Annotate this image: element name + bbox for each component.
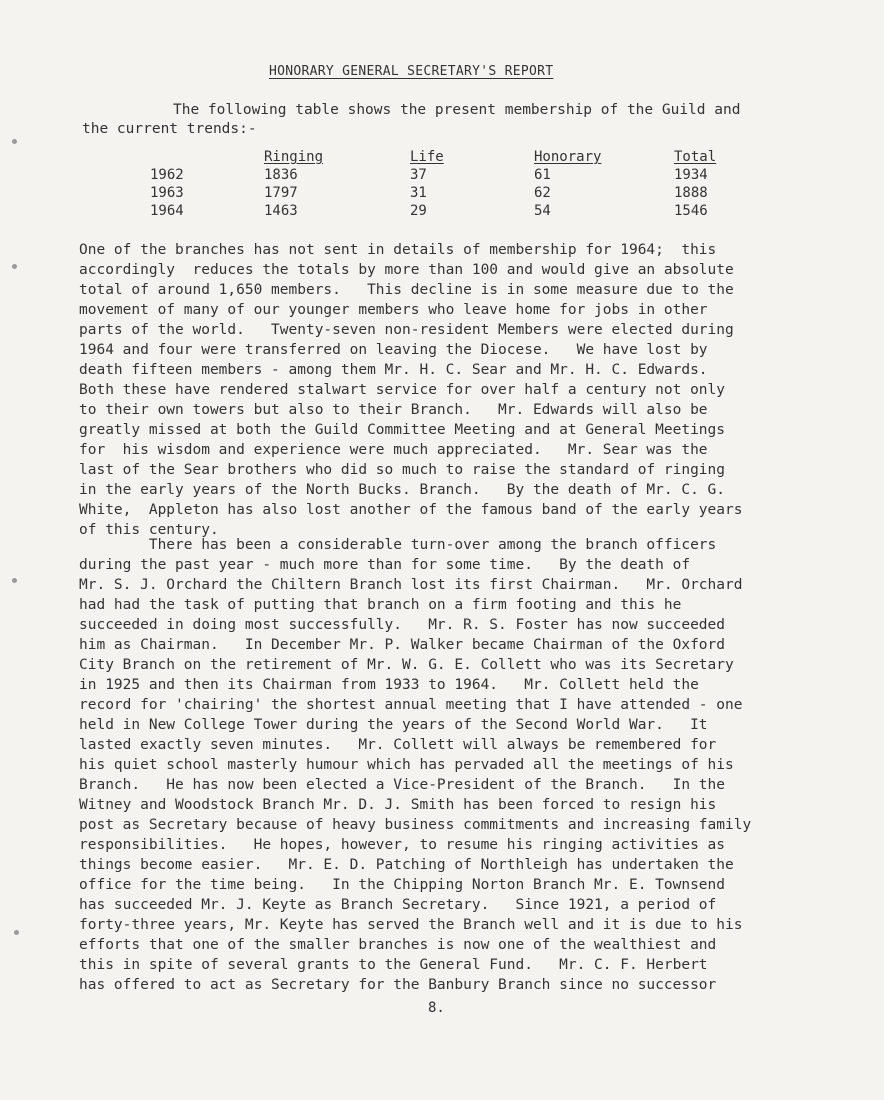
table-header-row [150, 148, 734, 166]
table-cell-honorary: 62 [534, 185, 551, 201]
text-line: record for 'chairing' the shortest annual meeting that I have attended - one [79, 697, 743, 713]
text-line: in 1925 and then its Chairman from 1933 to 1964. Mr. Collett held the [79, 677, 699, 693]
text-line: lasted exactly seven minutes. Mr. Collett will always be remembered for [79, 737, 717, 753]
text-line: office for the time being. In the Chipping Norton Branch Mr. E. Townsend [79, 877, 726, 893]
table-cell-year: 1963 [150, 185, 184, 201]
intro-line: the current trends:- [82, 121, 257, 137]
table-cell-life: 31 [410, 185, 427, 201]
table-cell-life: 37 [410, 167, 427, 183]
text-line: One of the branches has not sent in details of membership for 1964; this [79, 242, 717, 258]
table-header-honorary: Honorary [534, 149, 602, 165]
table-row [150, 166, 734, 184]
intro-text [82, 101, 862, 139]
text-line: post as Secretary because of heavy business commitments and increasing family [79, 817, 752, 833]
text-line: has succeeded Mr. J. Keyte as Branch Secretary. Since 1921, a period of [79, 897, 717, 913]
membership-table [150, 148, 734, 220]
table-header-total: Total [674, 149, 717, 165]
table-cell-ringing: 1797 [264, 185, 298, 201]
text-line: his quiet school masterly humour which has pervaded all the meetings of his [79, 757, 734, 773]
text-line: Both these have rendered stalwart service for over half a century not only [79, 382, 726, 398]
punch-hole-mark [14, 930, 19, 935]
text-line: greatly missed at both the Guild Committee Meeting and at General Meetings [79, 422, 726, 438]
text-line: Mr. S. J. Orchard the Chiltern Branch lost its first Chairman. Mr. Orchard [79, 577, 743, 593]
table-header-life: Life [410, 149, 444, 165]
text-line: death fifteen members - among them Mr. H. C. Sear and Mr. H. C. Edwards. [79, 362, 708, 378]
intro-line: The following table shows the present membership of the Guild and [173, 102, 741, 118]
text-line: last of the Sear brothers who did so much to raise the standard of ringing [79, 462, 726, 478]
text-line: movement of many of our younger members who leave home for jobs in other [79, 302, 708, 318]
table-cell-total: 1888 [674, 185, 708, 201]
table-cell-ringing: 1836 [264, 167, 298, 183]
text-line: in the early years of the North Bucks. Branch. By the death of Mr. C. G. [79, 482, 726, 498]
text-line: had had the task of putting that branch on a firm footing and this he [79, 597, 682, 613]
text-line: Witney and Woodstock Branch Mr. D. J. Smith has been forced to resign his [79, 797, 717, 813]
table-cell-year: 1962 [150, 167, 184, 183]
table-cell-total: 1934 [674, 167, 708, 183]
table-cell-year: 1964 [150, 203, 184, 219]
membership-paragraph [79, 240, 869, 540]
table-cell-total: 1546 [674, 203, 708, 219]
text-line: parts of the world. Twenty-seven non-resident Members were elected during [79, 322, 734, 338]
text-line: Branch. He has now been elected a Vice-President of the Branch. In the [79, 777, 726, 793]
text-line: White, Appleton has also lost another of the famous band of the early years [79, 502, 743, 518]
text-line: There has been a considerable turn-over among the branch officers [79, 537, 717, 553]
table-cell-honorary: 54 [534, 203, 551, 219]
punch-hole-mark [12, 578, 17, 583]
table-header-ringing: Ringing [264, 149, 324, 165]
text-line: accordingly reduces the totals by more than 100 and would give an absolute [79, 262, 734, 278]
text-line: to their own towers but also to their Branch. Mr. Edwards will also be [79, 402, 708, 418]
text-line: him as Chairman. In December Mr. P. Walker became Chairman of the Oxford [79, 637, 726, 653]
punch-hole-mark [12, 139, 17, 144]
text-line: total of around 1,650 members. This decline is in some measure due to the [79, 282, 734, 298]
table-cell-ringing: 1463 [264, 203, 298, 219]
table-cell-life: 29 [410, 203, 427, 219]
text-line: efforts that one of the smaller branches is now one of the wealthiest and [79, 937, 717, 953]
table-header-year [150, 148, 264, 166]
text-line: for his wisdom and experience were much appreciated. Mr. Sear was the [79, 442, 708, 458]
table-row [150, 184, 734, 202]
text-line: of this century. [79, 522, 219, 538]
text-line: succeeded in doing most successfully. Mr. R. S. Foster has now succeeded [79, 617, 726, 633]
text-line: held in New College Tower during the years of the Second World War. It [79, 717, 708, 733]
branch-officers-paragraph [79, 535, 869, 995]
text-line: 1964 and four were transferred on leaving the Diocese. We have lost by [79, 342, 708, 358]
table-cell-honorary: 61 [534, 167, 551, 183]
text-line: things become easier. Mr. E. D. Patching of Northleigh has undertaken the [79, 857, 734, 873]
text-line: forty-three years, Mr. Keyte has served the Branch well and it is due to his [79, 917, 743, 933]
punch-hole-mark [12, 264, 17, 269]
page-number: 8. [428, 1000, 445, 1016]
text-line: this in spite of several grants to the General Fund. Mr. C. F. Herbert [79, 957, 708, 973]
text-line: has offered to act as Secretary for the Banbury Branch since no successor [79, 977, 717, 993]
report-heading: HONORARY GENERAL SECRETARY'S REPORT [269, 64, 554, 79]
text-line: City Branch on the retirement of Mr. W. G. E. Collett who was its Secretary [79, 657, 734, 673]
text-line: responsibilities. He hopes, however, to resume his ringing activities as [79, 837, 726, 853]
text-line: during the past year - much more than for some time. By the death of [79, 557, 691, 573]
table-row [150, 202, 734, 220]
